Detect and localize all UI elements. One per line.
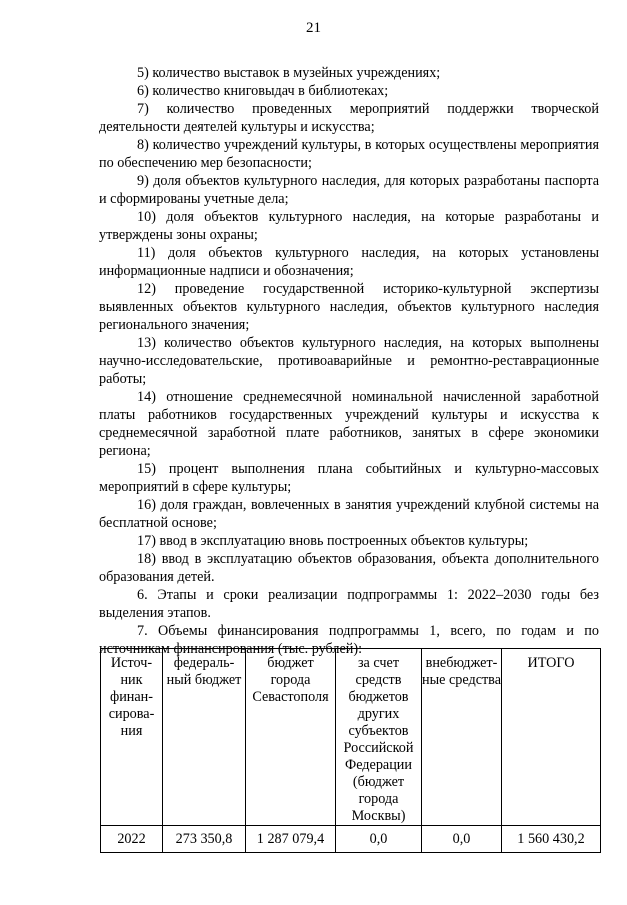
list-item: 14) отношение среднемесячной номинальной начисленной заработной платы работников государственных учреждений культуры и искусства к среднемесячной заработной плате работников, занятых в сфере экономики региона;	[99, 389, 599, 459]
list-item: 8) количество учреждений культуры, в которых осуществлены мероприятия по обеспечению мер безопасности;	[99, 137, 599, 171]
list-item: 12) проведение государственной историко-культурной экспертизы выявленных объектов культурного наследия, объектов культурного наследия регионального значения;	[99, 281, 599, 333]
header-extrabudgetary: внебюджет-ные средства	[422, 649, 502, 826]
list-item: 11) доля объектов культурного наследия, на которых установлены информационные надписи и обозначения;	[99, 245, 599, 279]
table-cell: 273 350,8	[163, 826, 246, 853]
table-cell: 0,0	[422, 826, 502, 853]
header-source: Источ-ник финан-сирова-ния	[101, 649, 163, 826]
section-paragraph: 7. Объемы финансирования подпрограммы 1, всего, по годам и по источникам финансирования (тыс. рублей):	[99, 623, 599, 657]
table-cell: 0,0	[336, 826, 422, 853]
table-row	[101, 826, 601, 853]
page-number: 21	[306, 20, 321, 36]
table-header-row	[101, 649, 601, 826]
list-item: 9) доля объектов культурного наследия, для которых разработаны паспорта и сформированы учетные дела;	[99, 173, 599, 207]
list-item: 6) количество книговыдач в библиотеках;	[137, 83, 389, 99]
list-item: 5) количество выставок в музейных учреждениях;	[137, 65, 441, 81]
list-item: 16) доля граждан, вовлеченных в занятия учреждений клубной системы на бесплатной основе;	[99, 497, 599, 531]
list-item: 7) количество проведенных мероприятий поддержки творческой деятельности деятелей культуры и искусства;	[99, 101, 599, 135]
document-body	[99, 64, 599, 658]
header-total: ИТОГО	[502, 649, 601, 826]
header-other-subjects-budget: за счет средств бюджетов других субъектов Российской Федерации (бюджет города Москвы)	[336, 649, 422, 826]
header-sevastopol-budget: бюджет города Севастополя	[246, 649, 336, 826]
financing-table	[100, 648, 601, 853]
list-item: 15) процент выполнения плана событийных и культурно-массовых мероприятий в сфере культуры;	[99, 461, 599, 495]
table-cell: 1 560 430,2	[502, 826, 601, 853]
table-cell: 1 287 079,4	[246, 826, 336, 853]
table-cell: 2022	[101, 826, 163, 853]
list-item: 17) ввод в эксплуатацию вновь построенных объектов культуры;	[137, 533, 529, 549]
header-federal-budget: федераль-ный бюджет	[163, 649, 246, 826]
list-item: 10) доля объектов культурного наследия, на которые разработаны и утверждены зоны охраны;	[99, 209, 599, 243]
list-item: 18) ввод в эксплуатацию объектов образования, объекта дополнительного образования детей.	[99, 551, 599, 585]
list-item: 13) количество объектов культурного наследия, на которых выполнены научно-исследовательские, противоаварийные и ремонтно-реставрационные работы;	[99, 335, 599, 387]
section-paragraph: 6. Этапы и сроки реализации подпрограммы 1: 2022–2030 годы без выделения этапов.	[99, 587, 599, 621]
